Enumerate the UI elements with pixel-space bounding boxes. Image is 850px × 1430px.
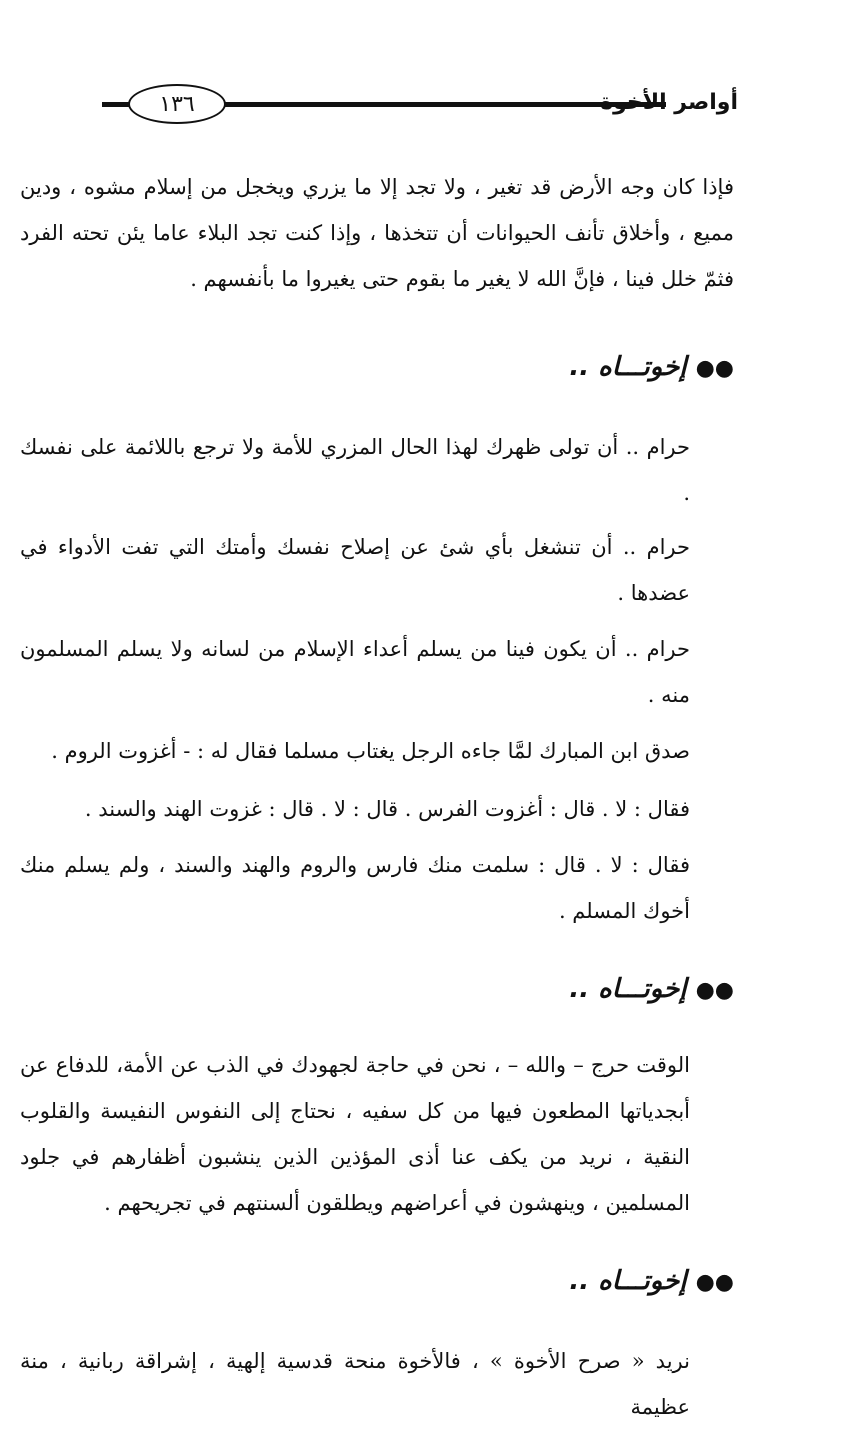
bullet-icon: ●● [695, 978, 734, 1003]
heading-text: إخوتـــاه .. [569, 1266, 687, 1296]
intro-paragraph: فإذا كان وجه الأرض قد تغير ، ولا تجد إلا ما يزري ويخجل من إسلام مشوه ، ودين مميع ، وأخلاق تأنف الحيوانات أن تتخذها ، وإذا كنت تجد البلاء عاما يئن تحته الفرد فثمّ خلل فينا ، فإنَّ الله لا يغير ما بقوم حتى يغيروا ما بأنفسهم . [20, 175, 734, 291]
section-heading-1 [20, 342, 734, 394]
line: حرام .. أن تولى ظهرك لهذا الحال المزري للأمة ولا ترجع باللائمة على نفسك . [20, 435, 690, 505]
line: حرام .. أن تنشغل بأي شئ عن إصلاح نفسك وأمتك التي تفت الأدواء في عضدها . [20, 535, 690, 605]
heading-text: إخوتـــاه .. [569, 352, 687, 382]
section-2-paragraph: الوقت حرج – والله – ، نحن في حاجة لجهودك في الذب عن الأمة، للدفاع عن أبجدياتها المطعون فيها من كل سفيه ، نحتاج إلى النفوس النفيسة والقلوب النقية ، نريد من يكف عنا أذى المؤذين الذين ينشبون أظفارهم في جلود المسلمين ، وينهشون في أعراضهم ويطلقون ألسنتهم في تجريحهم . [20, 1053, 690, 1215]
heading-text: إخوتـــاه .. [569, 974, 687, 1004]
page-number: ١٣٦ [128, 84, 226, 124]
bullet-icon: ●● [695, 356, 734, 381]
section-heading-2 [20, 964, 734, 1016]
running-title: أواصر الأخوة [600, 90, 738, 115]
page-body [20, 164, 734, 1430]
line: حرام .. أن يكون فينا من يسلم أعداء الإسلام من لسانه ولا يسلم المسلمون منه . [20, 637, 690, 707]
section-heading-3 [20, 1256, 734, 1308]
page-header [18, 78, 738, 128]
line: فقال : لا . قال : سلمت منك فارس والروم والهند والسند ، ولم يسلم منك أخوك المسلم . [20, 853, 690, 923]
line: صدق ابن المبارك لمَّا جاءه الرجل يغتاب مسلما فقال له : - أغزوت الروم . [51, 739, 690, 763]
line: فقال : لا . قال : أغزوت الفرس . قال : لا . قال : غزوت الهند والسند . [84, 797, 690, 821]
section-3-paragraph: نريد « صرح الأخوة » ، فالأخوة منحة قدسية إلهية ، إشراقة ربانية ، منة عظيمة [20, 1349, 690, 1419]
bullet-icon: ●● [695, 1270, 734, 1295]
